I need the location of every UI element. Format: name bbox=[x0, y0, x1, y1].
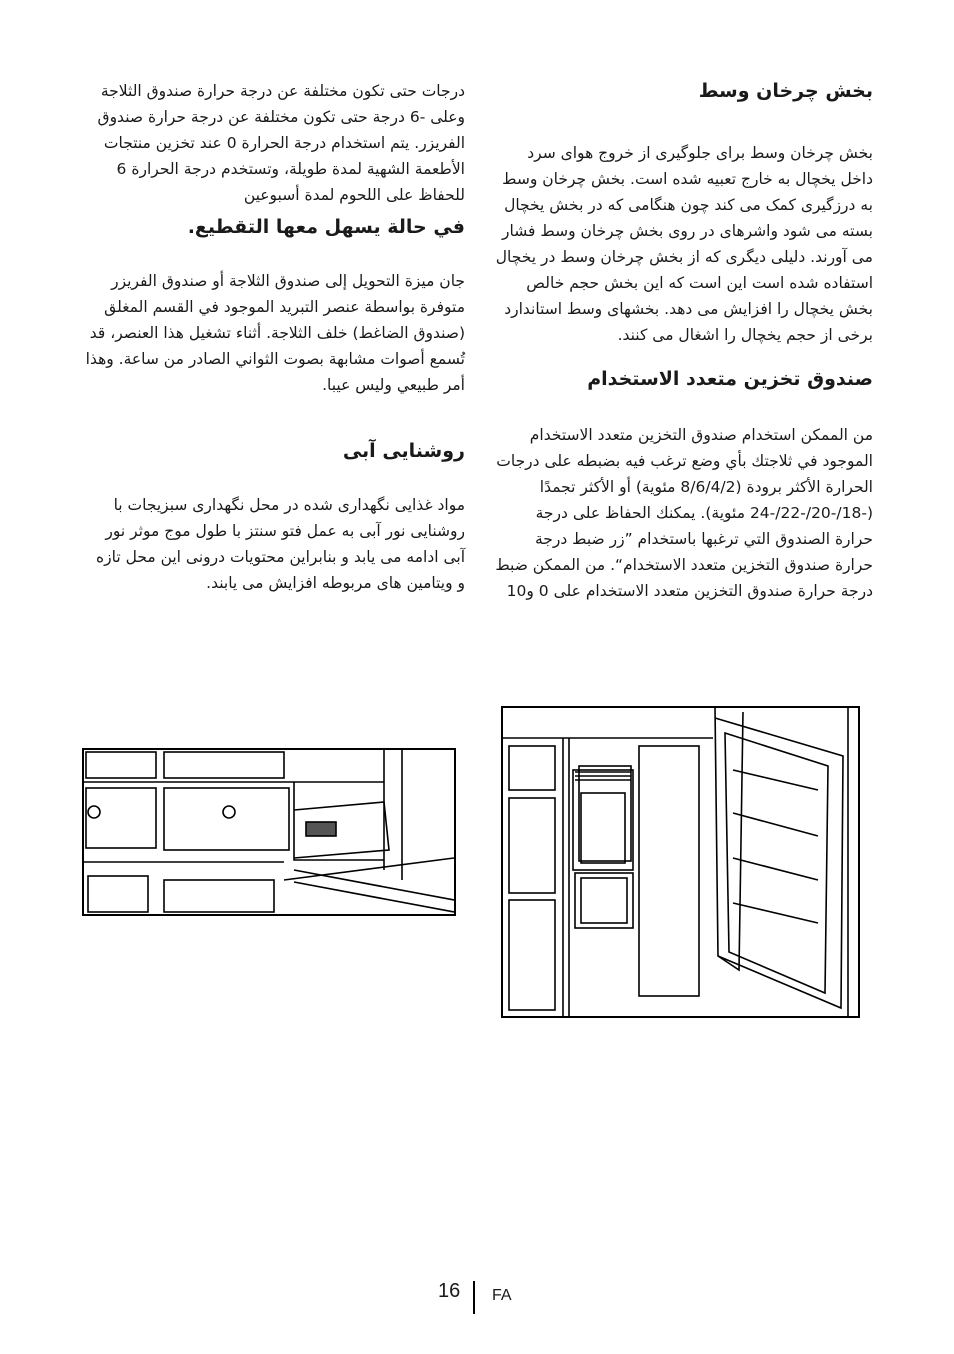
multi-use-box-illustration bbox=[501, 706, 860, 1018]
conversion-feature-text: جان ميزة التحويل إلى صندوق الثلاجة أو صندوق الفريزر متوفرة بواسطة عنصر التبريد الموجود في القسم المغلق (صندوق الضاغط) خلف الثلاجة. أثناء تشغيل هذا العنصر، قد تُسمع أصوات مشابهة بصوت الثواني الصادر من ساعة. وهذا أمر طبيعي وليس عيبا. bbox=[85, 272, 465, 394]
temperature-usage-text: درجات حتى تكون مختلفة عن درجة حرارة صندوق الثلاجة وعلى -6 درجة حتى تكون مختلفة عن درجة حرارة صندوق الفريزر. يتم استخدام درجة الحرارة 0 عند تخزين منتجات الأطعمة الشهية لمدة طويلة، وتستخدم درجة الحرارة 6 للحفاظ على اللحوم لمدة أسبوعين bbox=[97, 82, 465, 204]
footer-divider bbox=[473, 1281, 475, 1314]
right-column bbox=[494, 78, 873, 604]
section-heading-middle-rotating-part: بخش چرخان وسط bbox=[698, 80, 873, 102]
page-number: 16 bbox=[438, 1280, 461, 1302]
section-heading-easy-cutting: في حالة يسهل معها التقطيع. bbox=[187, 216, 465, 238]
fridge-open-door-drawing bbox=[503, 708, 858, 1016]
left-column bbox=[84, 78, 465, 596]
blue-light-text: مواد غذایی نگهداری شده در محل نگهداری سبزیجات با روشنایی نور آبی به عمل فتو سنتز با طول موج موثر نور آبی ادامه می یابد و بنابراین محتویات درونی این محل تازه و ویتامین های مربوطه افزایش می یابند. bbox=[96, 496, 465, 592]
section-heading-multi-use-box: صندوق تخزين متعدد الاستخدام bbox=[587, 368, 873, 390]
middle-rotating-part-text: بخش چرخان وسط برای جلوگیری از خروج هوای سرد داخل یخچال به خارج تعبیه شده است. بخش چرخان وسط به درزگیری کمک می کند چون هنگامی که در بخش یخچال بسته می شود واشرهای در روی بخش چرخان وسط فشار می آورند. دلیلی دیگری که از بخش چرخان وسط در یخچال استفاده شده است این است که این بخش حجم خالص بخش یخچال را افزایش می دهد. بخشهای وسط استاندارد برخی از حجم یخچال را اشغال می کنند. bbox=[495, 144, 873, 344]
language-code: FA bbox=[492, 1287, 512, 1304]
section-heading-blue-light: روشنایی آبی bbox=[342, 440, 465, 462]
crisper-blue-light-drawing bbox=[84, 750, 454, 914]
blue-light-illustration bbox=[82, 748, 456, 916]
multi-use-box-text: من الممكن استخدام صندوق التخزين متعدد الاستخدام الموجود في ثلاجتك بأي وضع ترغب فيه بضبطه على درجات الحرارة الأكثر برودة (8/6/4/2 مئوية) أو الأكثر تجمدًا (-18/-20/-22/-24 مئوية). يمكنك الحفاظ على درجة حرارة الصندوق التي ترغبها باستخدام ”زر ضبط درجة حرارة صندوق التخزين متعدد الاستخدام“. من الممكن ضبط درجة حرارة صندوق التخزين متعدد الاستخدام على 0 و10 bbox=[495, 426, 873, 600]
